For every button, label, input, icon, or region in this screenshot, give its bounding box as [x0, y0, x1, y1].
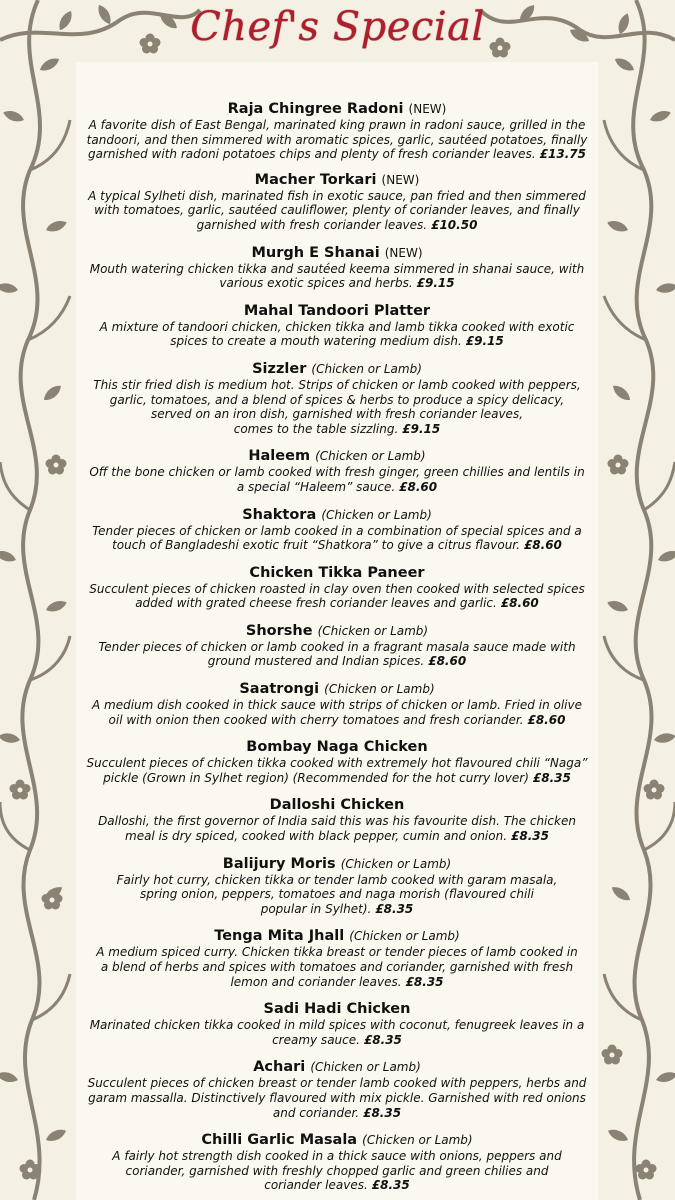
- menu-item: [76, 1001, 598, 1047]
- dish-description: [76, 465, 598, 494]
- description-line: coriander leaves.: [264, 1178, 368, 1193]
- dish-name-line: [76, 507, 598, 524]
- dish-name: Dalloshi Chicken: [269, 797, 405, 814]
- description-line: Off the bone chicken or lamb cooked with fresh ginger, green chillies and lentils in: [89, 465, 585, 480]
- description-line: and coriander.: [272, 1105, 360, 1120]
- dish-description: [76, 1076, 598, 1120]
- menu-item: [76, 1059, 598, 1120]
- menu-item: [76, 172, 598, 233]
- description-line: Succulent pieces of chicken tikka cooked with extremely hot flavoured chili “Naga”: [86, 756, 588, 771]
- dish-description: [76, 189, 598, 233]
- dish-name: Bombay Naga Chicken: [246, 739, 428, 756]
- description-line: pickle (Grown in Sylhet region) (Recommended for the hot curry lover): [103, 770, 529, 785]
- dish-name-line: [76, 623, 598, 640]
- menu-item: [76, 856, 598, 917]
- description-line: popular in Sylhet).: [260, 901, 372, 916]
- dish-price: £8.60: [523, 538, 562, 553]
- dish-name-line: [76, 101, 598, 118]
- dish-description: [76, 756, 598, 785]
- dish-name: Balijury Moris: [222, 855, 336, 872]
- dish-tag: (Chicken or Lamb): [324, 682, 435, 697]
- dish-price: £8.35: [375, 901, 414, 916]
- dish-tag: (Chicken or Lamb): [317, 623, 429, 638]
- description-line: garnished with fresh coriander leaves.: [196, 217, 428, 232]
- dish-name: Chilli Garlic Masala: [201, 1132, 358, 1149]
- dish-tag: (Chicken or Lamb): [349, 929, 460, 944]
- dish-price: £8.60: [500, 596, 539, 611]
- dish-price: £10.50: [431, 217, 478, 232]
- dish-name: Chicken Tikka Paneer: [249, 564, 425, 581]
- dish-price: £8.35: [363, 1105, 402, 1120]
- menu-list: [76, 89, 598, 1193]
- dish-name-line: [76, 928, 598, 945]
- dish-name: Haleem: [248, 448, 311, 465]
- description-line: creamy sauce.: [272, 1032, 360, 1047]
- dish-tag: (Chicken or Lamb): [362, 1133, 473, 1148]
- dish-description: [76, 320, 598, 349]
- page-title: Chef's Special: [190, 4, 485, 50]
- description-line: Succulent pieces of chicken breast or tender lamb cooked with peppers, herbs and: [87, 1076, 587, 1091]
- dish-tag: (Chicken or Lamb): [321, 507, 432, 522]
- description-line: spices to create a mouth watering medium dish.: [170, 334, 462, 349]
- description-line: Dalloshi, the first governor of India said this was his favourite dish. The chicken: [98, 814, 576, 829]
- dish-name: Macher Torkari: [254, 171, 377, 188]
- dish-name-line: [76, 797, 598, 814]
- dish-name: Saatrongi: [239, 681, 320, 698]
- menu-item: [76, 681, 598, 727]
- description-line: added with grated cheese fresh coriander leaves and garlic.: [135, 596, 497, 611]
- description-line: touch of Bangladeshi exotic fruit “Shatkora” to give a citrus flavour.: [112, 538, 520, 553]
- dish-name: Tenga Mita Jhall: [214, 928, 345, 945]
- description-line: garlic, tomatoes, and a blend of spices & herbs to produce a spicy delicacy,: [109, 392, 565, 407]
- dish-name: Raja Chingree Radoni: [227, 101, 404, 117]
- description-line: various exotic spices and herbs.: [219, 276, 413, 291]
- dish-price: £8.35: [511, 829, 549, 844]
- dish-name-line: [76, 681, 598, 698]
- dish-name-line: [76, 361, 598, 378]
- menu-item: [76, 928, 598, 989]
- menu-item: [76, 1132, 598, 1193]
- description-line: spring onion, peppers, tomatoes and naga morish (flavoured chili: [140, 887, 534, 902]
- dish-description: [76, 524, 598, 553]
- description-line: Tender pieces of chicken or lamb cooked in a combination of special spices and a: [92, 523, 582, 538]
- dish-name: Shorshe: [245, 622, 313, 639]
- menu-item: [76, 797, 598, 843]
- dish-price: £9.15: [465, 334, 504, 349]
- dish-name-line: [76, 303, 598, 320]
- dish-name: Murgh E Shanai: [251, 244, 380, 261]
- menu-item: [76, 507, 598, 553]
- dish-description: [76, 1149, 598, 1193]
- dish-tag: (Chicken or Lamb): [310, 1060, 421, 1075]
- dish-name-line: [76, 565, 598, 582]
- dish-name-line: [76, 739, 598, 756]
- menu-item: [76, 245, 598, 291]
- description-line: A typical Sylheti dish, marinated fish in exotic sauce, pan fried and then simmered: [88, 188, 586, 203]
- dish-price: £8.35: [363, 1032, 402, 1047]
- menu-item: [76, 101, 598, 162]
- description-line: Mouth watering chicken tikka and sautéed keema simmered in shanai sauce, with: [89, 261, 585, 276]
- dish-name: Sizzler: [252, 360, 307, 377]
- dish-name: Sadi Hadi Chicken: [263, 1001, 411, 1018]
- description-line: tandoori, and then simmered with aromatic spices, garlic, sautéed potatoes, finally: [86, 132, 588, 147]
- dish-name-line: [76, 1059, 598, 1076]
- dish-price: £9.15: [402, 421, 441, 436]
- description-line: meal is dry spiced, cooked with black pepper, cumin and onion.: [125, 829, 508, 844]
- description-line: lemon and coriander leaves.: [230, 974, 402, 989]
- dish-price: £8.35: [371, 1178, 410, 1193]
- description-line: A medium spiced curry. Chicken tikka breast or tender pieces of lamb cooked in: [96, 945, 578, 960]
- dish-tag: (NEW): [384, 245, 423, 260]
- dish-name-line: [76, 1132, 598, 1149]
- dish-name: Shaktora: [242, 506, 317, 523]
- dish-price: £8.35: [405, 974, 444, 989]
- description-line: Succulent pieces of chicken roasted in clay oven then cooked with selected spices: [89, 581, 585, 596]
- dish-name-line: [76, 856, 598, 873]
- description-line: A medium dish cooked in thick sauce with strips of chicken or lamb. Fried in olive: [92, 698, 582, 713]
- menu-item: [76, 565, 598, 611]
- dish-tag: (NEW): [381, 172, 420, 187]
- description-line: Marinated chicken tikka cooked in mild spices with coconut, fenugreek leaves in a: [89, 1018, 585, 1033]
- dish-description: [76, 698, 598, 727]
- dish-description: [76, 873, 598, 917]
- dish-tag: (Chicken or Lamb): [340, 856, 452, 871]
- description-line: served on an iron dish, garnished with fresh coriander leaves,: [150, 407, 524, 422]
- dish-price: £8.60: [399, 479, 438, 494]
- description-line: A fairly hot strength dish cooked in a thick sauce with onions, peppers and: [112, 1149, 562, 1164]
- dish-price: £8.60: [527, 712, 566, 727]
- dish-description: [76, 378, 598, 436]
- dish-description: [76, 118, 598, 162]
- dish-name: Achari: [253, 1059, 306, 1076]
- dish-description: [76, 1018, 598, 1047]
- dish-description: [76, 945, 598, 989]
- description-line: Fairly hot curry, chicken tikka or tender lamb cooked with garam masala,: [116, 872, 558, 887]
- description-line: oil with onion then cooked with cherry tomatoes and fresh coriander.: [108, 712, 524, 727]
- dish-price: £8.35: [532, 770, 571, 785]
- description-line: ground mustered and Indian spices.: [207, 654, 425, 669]
- description-line: Tender pieces of chicken or lamb cooked in a fragrant masala sauce made with: [98, 639, 576, 654]
- description-line: a blend of herbs and spices with tomatoes and coriander, garnished with fresh: [100, 960, 574, 974]
- description-line: A mixture of tandoori chicken, chicken tikka and lamb tikka cooked with exotic: [99, 319, 575, 334]
- dish-price: £13.75: [539, 147, 586, 162]
- description-line: A favorite dish of East Bengal, marinated king prawn in radoni sauce, grilled in the: [88, 118, 586, 132]
- dish-tag: (NEW): [408, 102, 447, 116]
- description-line: with tomatoes, garlic, sautéed cauliflower, plenty of coriander leaves, and finally: [94, 203, 580, 218]
- menu-item: [76, 448, 598, 494]
- description-line: coriander, garnished with freshly chopped garlic and green chilies and: [125, 1163, 549, 1178]
- dish-description: [76, 640, 598, 669]
- dish-name: Mahal Tandoori Platter: [243, 302, 431, 319]
- dish-tag: (Chicken or Lamb): [311, 361, 422, 376]
- dish-name-line: [76, 1001, 598, 1018]
- dish-name-line: [76, 448, 598, 465]
- dish-price: £8.60: [428, 654, 467, 669]
- description-line: garam massalla. Distinctively flavoured with mix pickle. Garnished with red onions: [88, 1090, 586, 1105]
- menu-item: [76, 623, 598, 669]
- dish-description: [76, 582, 598, 611]
- description-line: a special “Haleem” sauce.: [236, 479, 396, 494]
- description-line: garnished with radoni potatoes chips and plenty of fresh coriander leaves.: [88, 147, 536, 162]
- dish-price: £9.15: [416, 276, 455, 291]
- menu-item: [76, 739, 598, 785]
- description-line: This stir fried dish is medium hot. Strips of chicken or lamb cooked with peppers,: [93, 377, 581, 392]
- menu-item: [76, 303, 598, 349]
- menu-item: [76, 361, 598, 436]
- dish-description: [76, 814, 598, 843]
- dish-name-line: [76, 245, 598, 262]
- description-line: comes to the table sizzling.: [233, 421, 399, 436]
- dish-tag: (Chicken or Lamb): [315, 449, 426, 464]
- dish-description: [76, 262, 598, 291]
- dish-name-line: [76, 172, 598, 189]
